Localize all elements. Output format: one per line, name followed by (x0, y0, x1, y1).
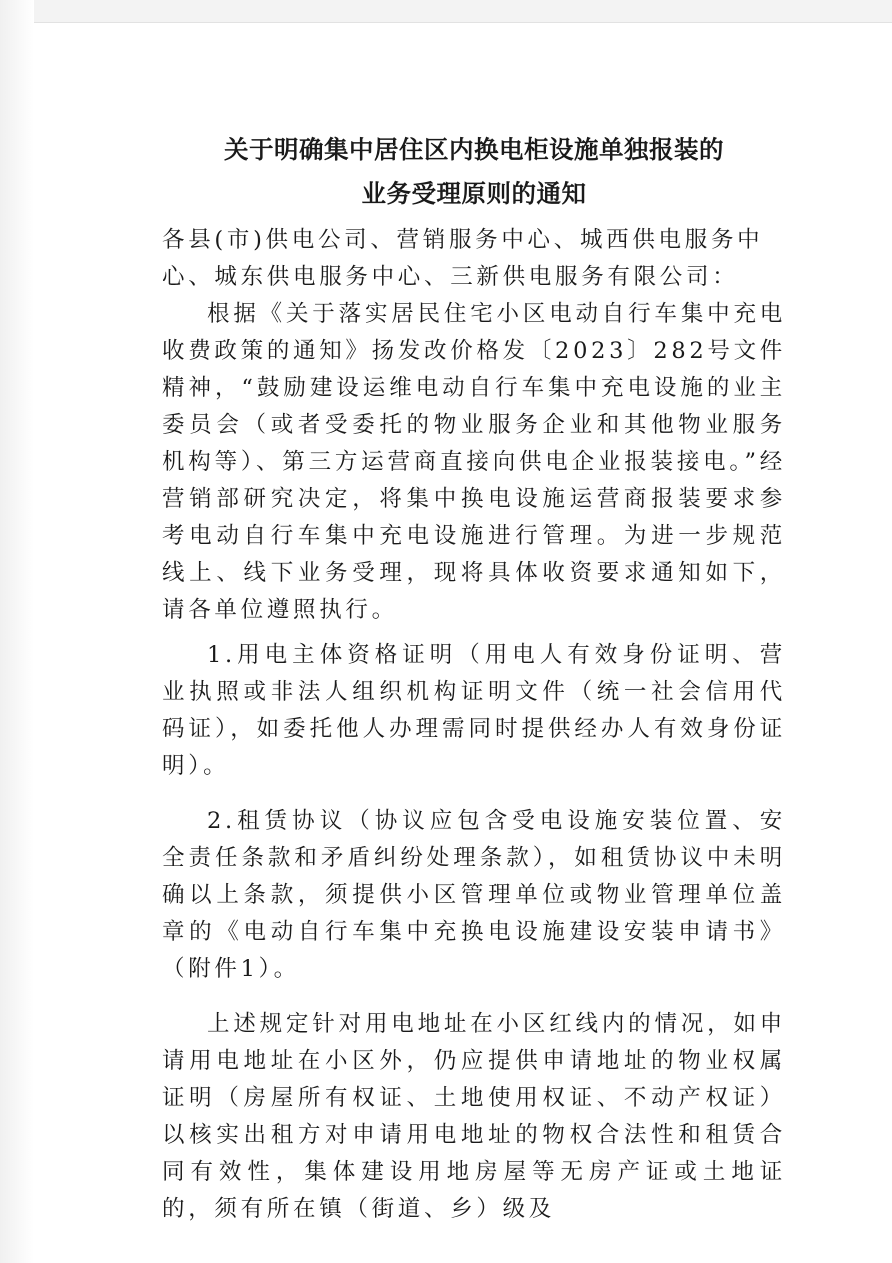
document-title-line-1: 关于明确集中居住区内换电柜设施单独报装的 (224, 135, 724, 164)
paragraph-item-1: 1.用电主体资格证明（用电人有效身份证明、营业执照或非法人组织机构证明文件（统一社会信用代码证），如委托他人办理需同时提供经办人有效身份证明）。 (162, 642, 786, 779)
paragraph-item-2: 2.租赁协议（协议应包含受电设施安装位置、安全责任条款和矛盾纠纷处理条款），如租赁协议中未明确以上条款，须提供小区管理单位或物业管理单位盖章的《电动自行车集中充换电设施建设安装申请书》（附件1）。 (162, 808, 786, 982)
document-title-line-2: 业务受理原则的通知 (361, 179, 587, 208)
document-page (162, 128, 786, 1228)
scan-left-edge (0, 0, 34, 1263)
paragraph-intro: 根据《关于落实居民住宅小区电动自行车集中充电收费政策的通知》扬发改价格发〔2023〕282号文件精神，“鼓励建设运维电动自行车集中充电设施的业主委员会（或者受委托的物业服务企业和其他物业服务机构等）、第三方运营商直接向供电企业报装接电。”经营销部研究决定，将集中换电设施运营商报装要求参考电动自行车集中充电设施进行管理。为进一步规范线上、线下业务受理，现将具体收资要求通知如下，请各单位遵照执行。 (162, 301, 786, 623)
salutation: 各县(市)供电公司、营销服务中心、城西供电服务中心、城东供电服务中心、三新供电服务有限公司： (162, 227, 764, 290)
scan-top-edge (0, 0, 892, 23)
paragraph-scope-note: 上述规定针对用电地址在小区红线内的情况，如申请用电地址在小区外，仍应提供申请地址的物业权属证明（房屋所有权证、土地使用权证、不动产权证）以核实出租方对申请用电地址的物权合法性和租赁合同有效性，集体建设用地房屋等无房产证或土地证的，须有所在镇（街道、乡）级及 (162, 1011, 786, 1222)
